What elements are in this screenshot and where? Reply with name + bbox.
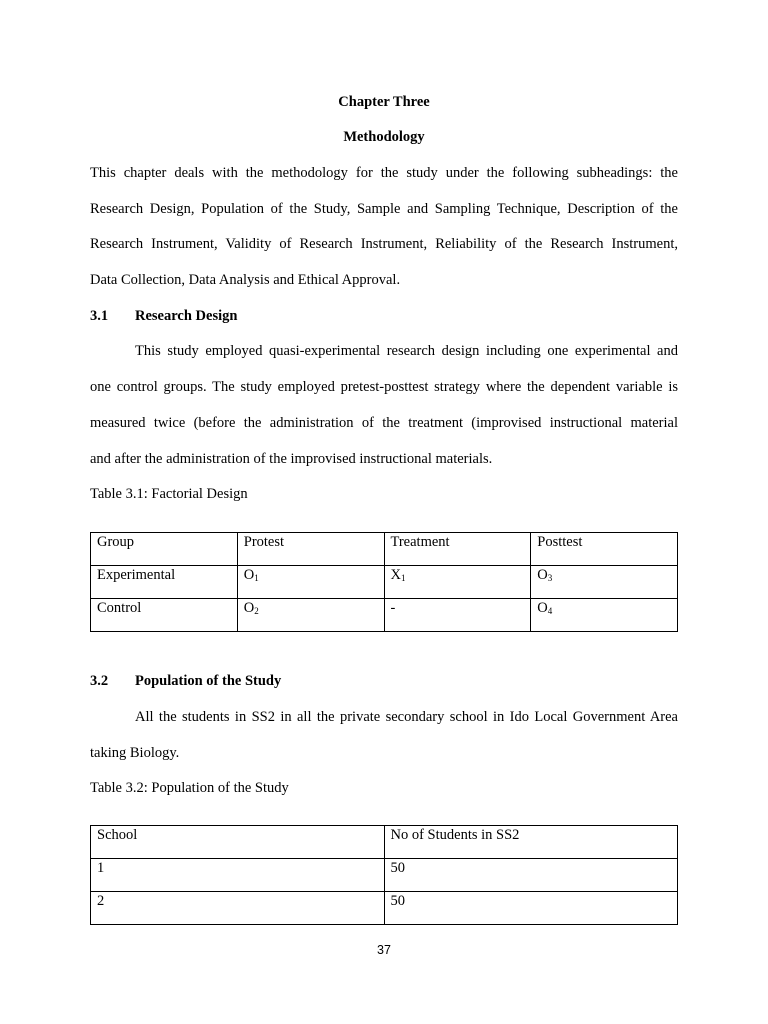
intro-line: Research Instrument, Validity of Research Instrument, Reliability of the Research Instrument,	[90, 236, 678, 252]
table-cell	[237, 566, 384, 599]
population-table	[90, 825, 678, 925]
table-row	[91, 892, 678, 925]
table-caption: Table 3.2: Population of the Study	[90, 780, 289, 796]
section-number: 3.2	[90, 673, 109, 689]
table-cell	[384, 599, 531, 632]
cell-base: -	[390, 600, 396, 616]
cell-base: O	[243, 600, 255, 616]
intro-line: Data Collection, Data Analysis and Ethical Approval.	[90, 272, 401, 288]
table-header-cell: No of Students in SS2	[384, 826, 678, 859]
table-header-cell: Group	[91, 533, 238, 566]
paragraph-line: measured twice (before the administration of the treatment (improvised instructional material	[90, 415, 678, 431]
table-row	[91, 599, 678, 632]
cell-subscript: 2	[254, 606, 259, 616]
table-cell	[384, 566, 531, 599]
table-cell: 50	[384, 892, 678, 925]
factorial-design-table	[90, 532, 678, 632]
section-title: Methodology	[343, 129, 425, 145]
table-header-cell: Protest	[237, 533, 384, 566]
table-cell: Control	[91, 599, 238, 632]
intro-line: This chapter deals with the methodology for the study under the following subheadings: the	[90, 165, 678, 181]
table-cell: Experimental	[91, 566, 238, 599]
page-number: 37	[377, 943, 391, 957]
table-cell: 2	[91, 892, 385, 925]
table-cell	[531, 566, 678, 599]
table-header-row	[91, 826, 678, 859]
cell-subscript: 1	[254, 573, 259, 583]
cell-base: O	[537, 567, 548, 583]
table-cell: 50	[384, 859, 678, 892]
table-header-cell: School	[91, 826, 385, 859]
table-cell	[531, 599, 678, 632]
table-cell	[237, 599, 384, 632]
cell-base: X	[390, 567, 401, 583]
section-3-1-heading	[90, 308, 237, 325]
paragraph-line: taking Biology.	[90, 745, 180, 761]
table-row	[91, 859, 678, 892]
section-number: 3.1	[90, 308, 109, 324]
chapter-title: Chapter Three	[338, 94, 430, 110]
paragraph-line: This study employed quasi-experimental research design including one experimental and	[135, 343, 678, 359]
table-caption: Table 3.1: Factorial Design	[90, 486, 248, 502]
cell-subscript: 3	[547, 573, 553, 583]
section-heading-text: Population of the Study	[135, 673, 282, 689]
cell-base: O	[537, 600, 548, 616]
table-header-row	[91, 533, 678, 566]
cell-subscript: 4	[547, 606, 553, 616]
paragraph-line: one control groups. The study employed pretest-posttest strategy where the dependent variable is	[90, 379, 678, 395]
cell-subscript: 1	[400, 573, 406, 583]
section-heading-text: Research Design	[135, 308, 238, 324]
intro-line: Research Design, Population of the Study, Sample and Sampling Technique, Description of the	[90, 201, 678, 217]
table-row	[91, 566, 678, 599]
paragraph-line: All the students in SS2 in all the private secondary school in Ido Local Government Area	[135, 709, 678, 725]
cell-base: O	[243, 567, 255, 583]
paragraph-line: and after the administration of the improvised instructional materials.	[90, 451, 493, 467]
table-header-cell: Treatment	[384, 533, 531, 566]
table-header-cell: Posttest	[531, 533, 678, 566]
table-cell: 1	[91, 859, 385, 892]
section-3-2-heading	[90, 673, 281, 690]
